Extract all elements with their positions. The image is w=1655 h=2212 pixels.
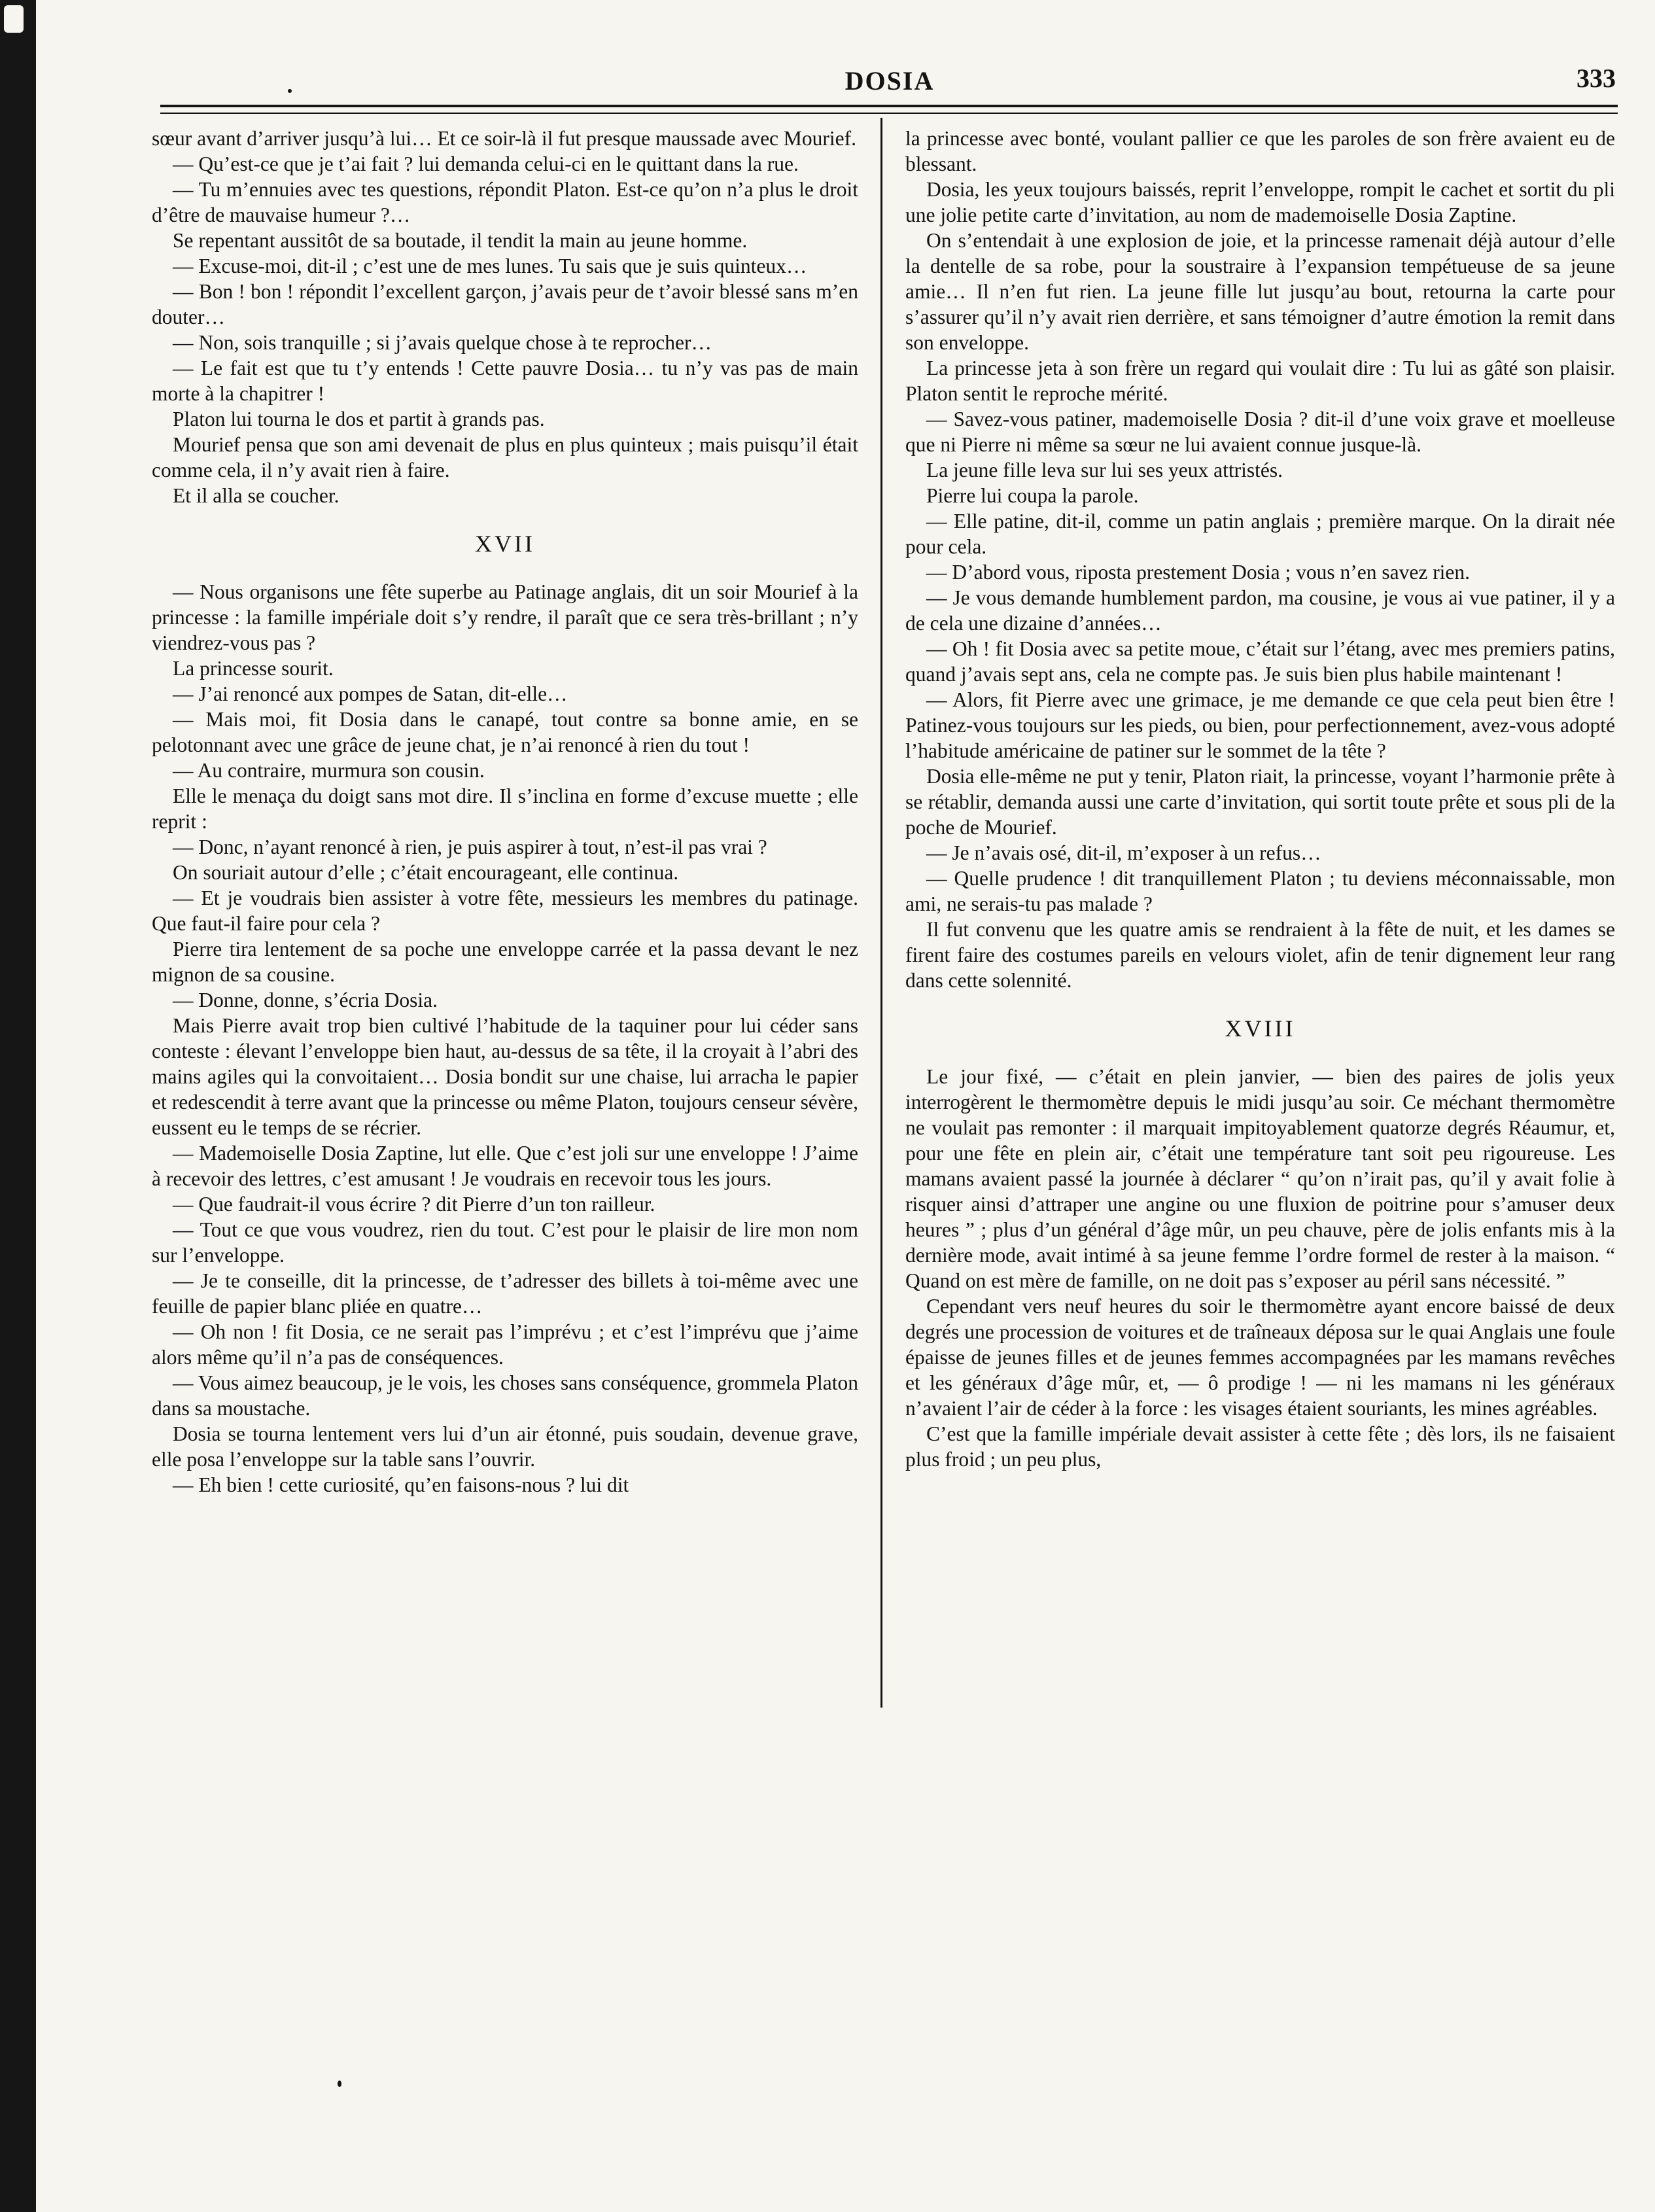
paragraph: — Vous aimez beaucoup, je le vois, les choses sans conséquence, grommela Platon dans sa moustache. [152, 1371, 858, 1420]
paragraph: — Non, sois tranquille ; si j’avais quelque chose à te reprocher… [173, 331, 712, 354]
paragraph: La princesse sourit. [173, 657, 334, 680]
paragraph: — J’ai renoncé aux pompes de Satan, dit-elle… [173, 682, 568, 705]
paragraph: La princesse jeta à son frère un regard qui voulait dire : Tu lui as gâté son plaisir. Platon sentit le reproche mérité. [905, 357, 1615, 405]
paragraph: sœur avant d’arriver jusqu’à lui… Et ce soir-là il fut presque maussade avec Mourief. [152, 127, 856, 150]
paragraph: Dosia elle-même ne put y tenir, Platon riait, la princesse, voyant l’harmonie prête à se rétablir, demanda aussi une carte d’invitation, qui sortit toute prête et sous pli de la poche de Mourief. [905, 765, 1615, 839]
paragraph: — Oh non ! fit Dosia, ce ne serait pas l’imprévu ; et c’est l’imprévu que j’aime alors même qu’il n’a pas de conséquences. [152, 1320, 858, 1369]
paragraph: — Eh bien ! cette curiosité, qu’en faisons-nous ? lui dit [173, 1473, 629, 1496]
paragraph: Pierre tira lentement de sa poche une enveloppe carrée et la passa devant le nez mignon de sa cousine. [152, 938, 858, 986]
paragraph: C’est que la famille impériale devait assister à cette fête ; dès lors, ils ne faisaient plus froid ; un peu plus, [905, 1422, 1615, 1471]
paragraph: On s’entendait à une explosion de joie, et la princesse ramenait déjà autour d’elle la dentelle de sa robe, pour la soustraire à l’expansion tempétueuse de sa jeune amie… Il n’en fut rien. La jeune fille lut jusqu’au bout, retourna la carte pour s’assurer qu’il n’y avait rien derrière, et sans témoigner d’autre émotion la remit dans son enveloppe. [905, 229, 1615, 354]
paragraph: — Le fait est que tu t’y entends ! Cette pauvre Dosia… tu n’y vas pas de main morte à la chapitrer ! [152, 357, 858, 405]
paragraph: — D’abord vous, riposta prestement Dosia ; vous n’en savez rien. [926, 561, 1471, 584]
paragraph: — Qu’est-ce que je t’ai fait ? lui demanda celui-ci en le quittant dans la rue. [173, 152, 799, 175]
chapter-heading: XVIII [1225, 1015, 1296, 1042]
header-rule-thin [160, 113, 1618, 114]
paragraph: — Quelle prudence ! dit tranquillement Platon ; tu deviens méconnaissable, mon ami, ne serais-tu pas malade ? [905, 867, 1615, 915]
paragraph: Il fut convenu que les quatre amis se rendraient à la fête de nuit, et les dames se firent faire des costumes pareils en velours violet, afin de tenir dignement leur rang dans cette solennité. [905, 918, 1615, 992]
paragraph: Dosia se tourna lentement vers lui d’un air étonné, puis soudain, devenue grave, elle posa l’enveloppe sur la table sans l’ouvrir. [152, 1422, 858, 1471]
paragraph: — Mademoiselle Dosia Zaptine, lut elle. Que c’est joli sur une enveloppe ! J’aime à recevoir des lettres, c’est amusant ! Je voudrais en recevoir tous les jours. [152, 1142, 858, 1190]
paragraph: — Bon ! bon ! répondit l’excellent garçon, j’avais peur de t’avoir blessé sans m’en douter… [152, 280, 858, 328]
paragraph: — Nous organisons une fête superbe au Patinage anglais, dit un soir Mourief à la princesse : la famille impériale doit s’y rendre, il paraît que ce sera très-brillant ; n’y viendrez-vous pas ? [152, 580, 858, 654]
paragraph: Se repentant aussitôt de sa boutade, il tendit la main au jeune homme. [173, 229, 748, 252]
paragraph: Et il alla se coucher. [173, 484, 340, 507]
paragraph: — Je n’avais osé, dit-il, m’exposer à un refus… [926, 841, 1321, 864]
paragraph: — Oh ! fit Dosia avec sa petite moue, c’était sur l’étang, avec mes premiers patins, quand j’avais sept ans, cela ne compte pas. Je suis bien plus habile maintenant ! [905, 637, 1615, 686]
paragraph: On souriait autour d’elle ; c’était encourageant, elle continua. [173, 861, 679, 884]
paragraph: Mourief pensa que son ami devenait de plus en plus quinteux ; mais puisqu’il était comme cela, il n’y avait rien à faire. [152, 433, 858, 482]
scan-binding-edge [0, 0, 36, 2212]
paragraph: Platon lui tourna le dos et partit à grands pas. [173, 408, 545, 430]
chapter-heading: XVII [475, 531, 535, 557]
paragraph: — Donc, n’ayant renoncé à rien, je puis aspirer à tout, n’est-il pas vrai ? [173, 835, 767, 858]
paragraph: — Elle patine, dit-il, comme un patin anglais ; première marque. On la dirait née pour cela. [905, 510, 1615, 558]
paragraph: — Mais moi, fit Dosia dans le canapé, tout contre sa bonne amie, en se pelotonnant avec une grâce de jeune chat, je n’ai renoncé à rien du tout ! [152, 708, 858, 756]
paragraph: — Je te conseille, dit la princesse, de t’adresser des billets à toi-même avec une feuille de papier blanc pliée en quatre… [152, 1269, 858, 1318]
paragraph: Pierre lui coupa la parole. [926, 484, 1139, 507]
paragraph: Le jour fixé, — c’était en plein janvier, — bien des paires de jolis yeux interrogèrent le thermomètre depuis le midi jusqu’au soir. Ce méchant thermomètre ne voulait pas remonter : il marquait impitoyablement quatorze degrés Réaumur, et, pour une fête en plein air, c’était une température tant soit peu rigoureuse. Les mamans avaient passé la journée à déclarer “ qu’on n’irait pas, qu’il y avait folie à risquer ainsi d’attraper une angine ou une fluxion de poitrine pour s’amuser deux heures ” ; plus d’un général d’âge mûr, un peu chauve, père de jolis enfants mis à la dernière mode, avait intimé à sa jeune femme l’ordre formel de rester à la maison. “ Quand on est mère de famille, on ne doit pas s’exposer au péril sans nécessité. ” [905, 1065, 1615, 1292]
paragraph: — Donne, donne, s’écria Dosia. [173, 989, 438, 1011]
paragraph: — Tu m’ennuies avec tes questions, répondit Platon. Est-ce qu’on n’a plus le droit d’être de mauvaise humeur ?… [152, 178, 858, 226]
paragraph: — Au contraire, murmura son cousin. [173, 759, 485, 782]
paragraph: — Tout ce que vous voudrez, rien du tout. C’est pour le plaisir de lire mon nom sur l’enveloppe. [152, 1218, 858, 1267]
paragraph: — Je vous demande humblement pardon, ma cousine, je vous ai vue patiner, il y a de cela une dizaine d’années… [905, 586, 1615, 635]
left-column [152, 126, 858, 1498]
paragraph: — Excuse-moi, dit-il ; c’est une de mes lunes. Tu sais que je suis quinteux… [173, 255, 807, 277]
paragraph: Cependant vers neuf heures du soir le thermomètre ayant encore baissé de deux degrés une procession de voitures et de traîneaux déposa sur le quai Anglais une foule épaisse de jeunes filles et de jeunes femmes accompagnées par les mamans revêches et les généraux d’âge mûr, et, — ô prodige ! — ni les mamans ni les généraux n’avaient l’air de céder à la force : les visages étaient souriants, les mines agréables. [905, 1295, 1615, 1420]
running-title: DOSIA [845, 66, 935, 96]
paragraph: — Savez-vous patiner, mademoiselle Dosia ? dit-il d’une voix grave et moelleuse que ni Pierre ni même sa sœur ne lui avaient connue jusque-là. [905, 408, 1615, 456]
paragraph: Elle le menaça du doigt sans mot dire. Il s’inclina en forme d’excuse muette ; elle reprit : [152, 784, 858, 833]
paragraph: — Et je voudrais bien assister à votre fête, messieurs les membres du patinage. Que faut-il faire pour cela ? [152, 887, 858, 935]
right-column [905, 126, 1615, 1472]
ink-mark [338, 2080, 341, 2087]
paragraph: Dosia, les yeux toujours baissés, reprit l’enveloppe, rompit le cachet et sortit du pli une jolie petite carte d’invitation, au nom de mademoiselle Dosia Zaptine. [905, 178, 1615, 226]
running-header [164, 60, 1616, 106]
paragraph: Mais Pierre avait trop bien cultivé l’habitude de la taquiner pour lui céder sans conteste : élevant l’enveloppe bien haut, au-dessus de sa tête, il la croyait à l’abri des mains agiles qui la convoitaient… Dosia bondit sur une chaise, lui arracha le papier et redescendit à terre avant que la princesse ou même Platon, toujours censeur sévère, eussent eu le temps de se récrier. [152, 1014, 858, 1139]
paragraph: — Que faudrait-il vous écrire ? dit Pierre d’un ton railleur. [173, 1193, 655, 1216]
paragraph: la princesse avec bonté, voulant pallier ce que les paroles de son frère avaient eu de blessant. [905, 127, 1615, 175]
paragraph: — Alors, fit Pierre avec une grimace, je me demande ce que cela peut bien être ! Patinez-vous toujours sur les pieds, ou bien, pour perfectionnement, avez-vous adopté l’habitude américaine de patiner sur le sommet de la tête ? [905, 688, 1615, 762]
column-divider [880, 118, 882, 1708]
page-number: 333 [1577, 63, 1616, 93]
paragraph: La jeune fille leva sur lui ses yeux attristés. [926, 459, 1283, 482]
header-rule-thick [160, 105, 1618, 107]
